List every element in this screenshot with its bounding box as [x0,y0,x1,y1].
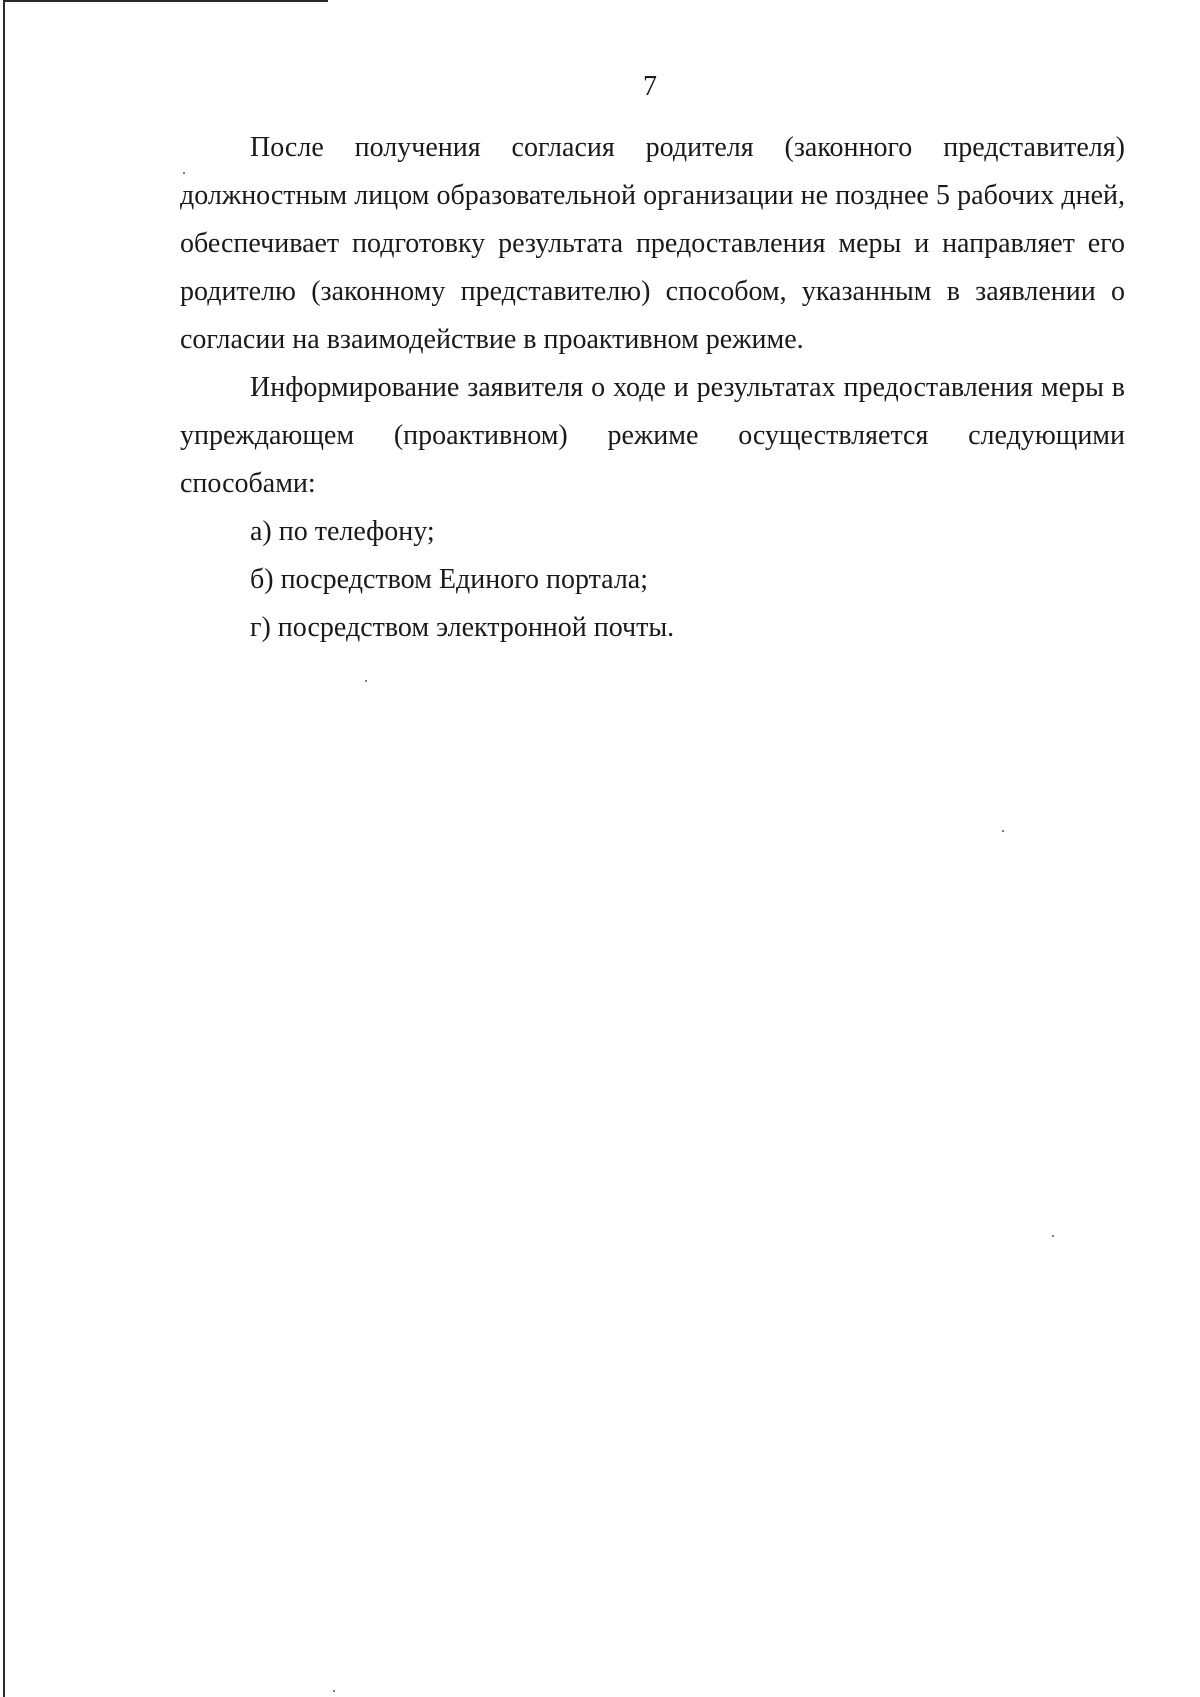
scan-border-top [3,0,328,2]
paragraph-informing-methods: Информирование заявителя о ходе и результатах предоставления меры в упреждающем (проактивном) режиме осуществляется следующими способами: [180,372,1125,499]
scan-speck [183,172,185,174]
list-item-phone: а) по телефону; [250,516,435,547]
list-item-portal: б) посредством Единого портала; [250,564,649,595]
scan-speck [333,1690,335,1692]
paragraph-consent-processing: После получения согласия родителя (законного представителя) должностным лицом образовательной организации не позднее 5 рабочих дней, обеспечивает подготовку результата предоставления меры и направляет его родителю (законному представителю) способом, указанным в заявлении о согласии на взаимодействие в проактивном режиме. [180,132,1125,355]
scan-border-left [3,0,5,1697]
scan-speck [1052,1235,1054,1237]
list-item-email: г) посредством электронной почты. [250,612,675,643]
scan-speck [365,680,367,682]
scan-speck [1002,830,1004,832]
page-number: 7 [643,71,657,102]
document-body [180,124,1125,652]
